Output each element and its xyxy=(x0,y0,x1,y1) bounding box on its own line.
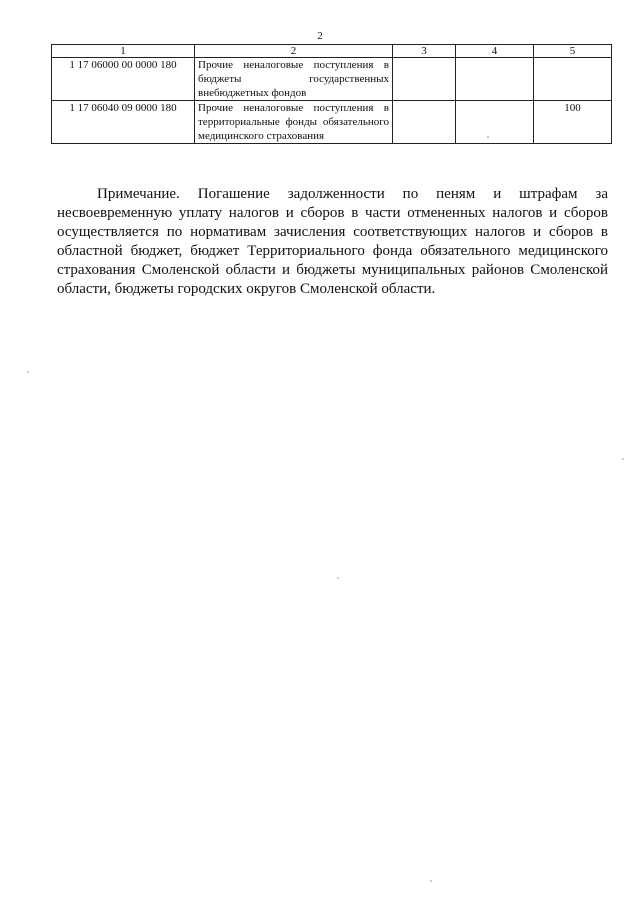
table-row xyxy=(52,58,612,101)
scan-speck xyxy=(337,577,339,579)
header-cell: 5 xyxy=(534,45,612,58)
value-cell-col3 xyxy=(393,58,456,101)
header-cell: 3 xyxy=(393,45,456,58)
value-cell-col5: 100 xyxy=(534,101,612,144)
page-number: 2 xyxy=(317,30,323,42)
description-cell: Прочие неналоговые поступления в бюджеты государственных внебюджетных фондов xyxy=(195,58,393,101)
value-cell-col3 xyxy=(393,101,456,144)
value-cell-col4 xyxy=(456,101,534,144)
description-cell: Прочие неналоговые поступления в территориальные фонды обязательного медицинского страхования xyxy=(195,101,393,144)
note-paragraph xyxy=(57,185,608,299)
scan-speck xyxy=(487,136,489,138)
scan-speck xyxy=(430,880,432,882)
note-text: Примечание. Погашение задолженности по пеням и штрафам за несвоевременную уплату налогов и сборов в части отмененных налогов и сборов осуществляется по нормативам зачисления соответствующих налогов и сборов в областной бюджет, бюджет Территориального фонда обязательного медицинского страхования Смоленской области и бюджеты муниципальных районов Смоленской области, бюджеты городских округов Смоленской области. xyxy=(57,186,608,297)
value-cell-col4 xyxy=(456,58,534,101)
table-header-row xyxy=(52,45,612,58)
header-cell: 1 xyxy=(52,45,195,58)
revenue-table xyxy=(51,44,612,144)
budget-code-cell: 1 17 06040 09 0000 180 xyxy=(52,101,195,144)
value-cell-col5 xyxy=(534,58,612,101)
scan-speck xyxy=(27,371,29,373)
table-row xyxy=(52,101,612,144)
header-cell: 2 xyxy=(195,45,393,58)
scan-speck xyxy=(622,458,624,460)
budget-code-cell: 1 17 06000 00 0000 180 xyxy=(52,58,195,101)
header-cell: 4 xyxy=(456,45,534,58)
